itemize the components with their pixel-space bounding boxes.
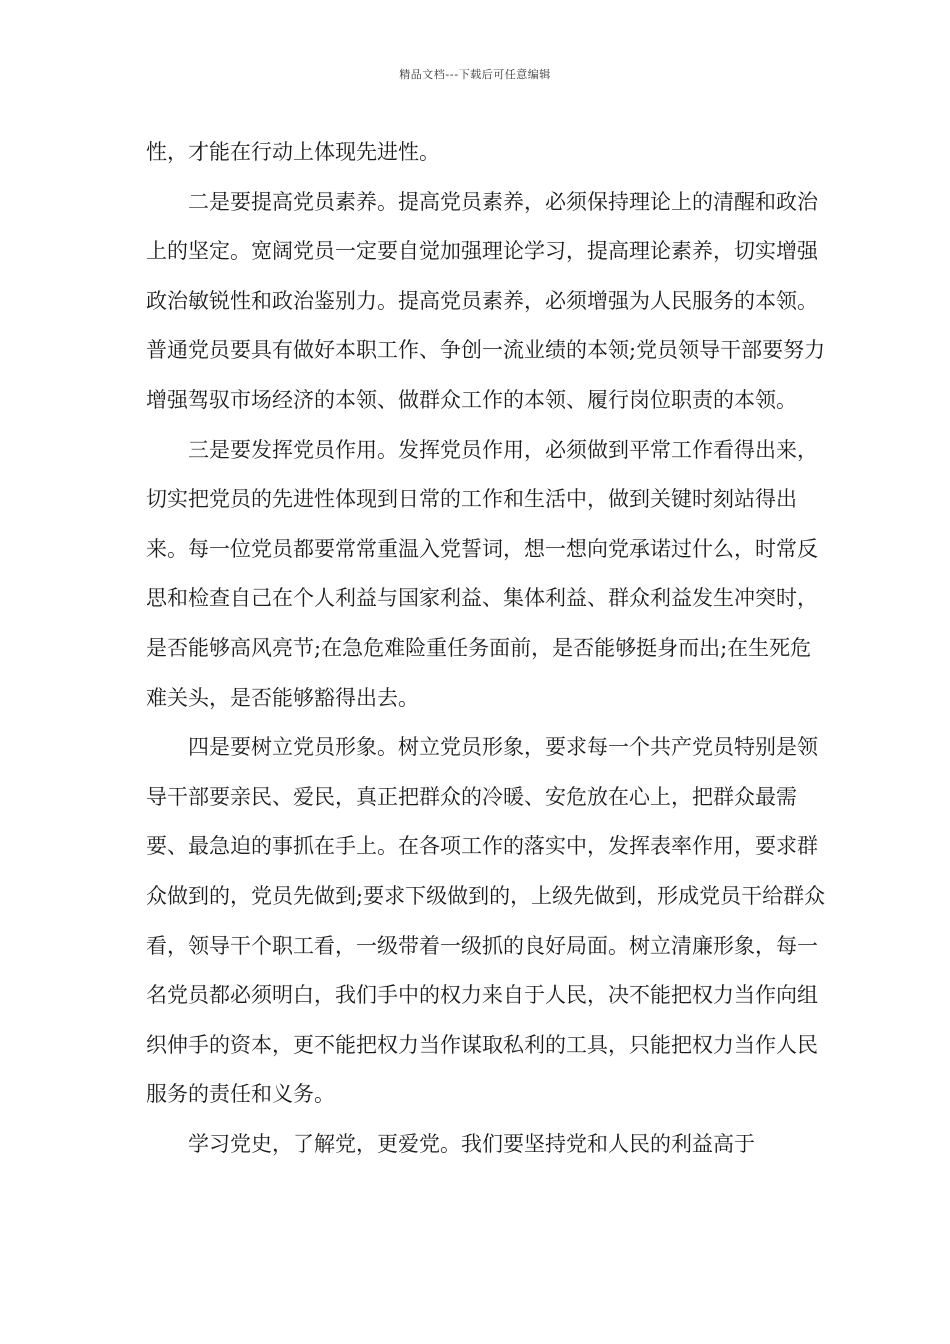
page-header: 精品文档---下载后可任意编辑 [399,68,551,81]
paragraph-1: 性，才能在行动上体现先进性。 [146,140,440,164]
paragraph-5: 学习党史，了解党，更爱党。我们要坚持党和人民的利益高于 [188,1131,755,1156]
paragraph-4: 四是要树立党员形象。树立党员形象，要求每一个共产党员特别是领导干部要亲民、爱民，真正把群众的冷暖、安危放在心上，把群众最需要、最急迫的事抓在手上。在各项工作的落实中，发挥表率作用，要求群众做到的，党员先做到;要求下级做到的，上级先做到，形成党员干给群众看，领导干个职工看，一级带着一级抓的良好局面。树立清廉形象，每一名党员都必须明白，我们手中的权力来自于人民，决不能把权力当作向组织伸手的资本，更不能把权力当作谋取私利的工具，只能把权力当作人民服务的责任和义务。 [146,735,826,1107]
paragraph-2: 二是要提高党员素养。提高党员素养，必须保持理论上的清醒和政治上的坚定。宽阔党员一定要自觉加强理论学习，提高理论素养，切实增强政治敏锐性和政治鉴别力。提高党员素养，必须增强为人民服务的本领。普通党员要具有做好本职工作、争创一流业绩的本领;党员领导干部要努力增强驾驭市场经济的本领、做群众工作的本领、履行岗位职责的本领。 [146,189,826,412]
document-body [146,128,826,1169]
paragraph-3: 三是要发挥党员作用。发挥党员作用，必须做到平常工作看得出来，切实把党员的先进性体现到日常的工作和生活中，做到关键时刻站得出来。每一位党员都要常常重温入党誓词，想一想向党承诺过什么，时常反思和检查自己在个人利益与国家利益、集体利益、群众利益发生冲突时，是否能够高风亮节;在急危难险重任务面前，是否能够挺身而出;在生死危难关头，是否能够豁得出去。 [146,437,818,710]
